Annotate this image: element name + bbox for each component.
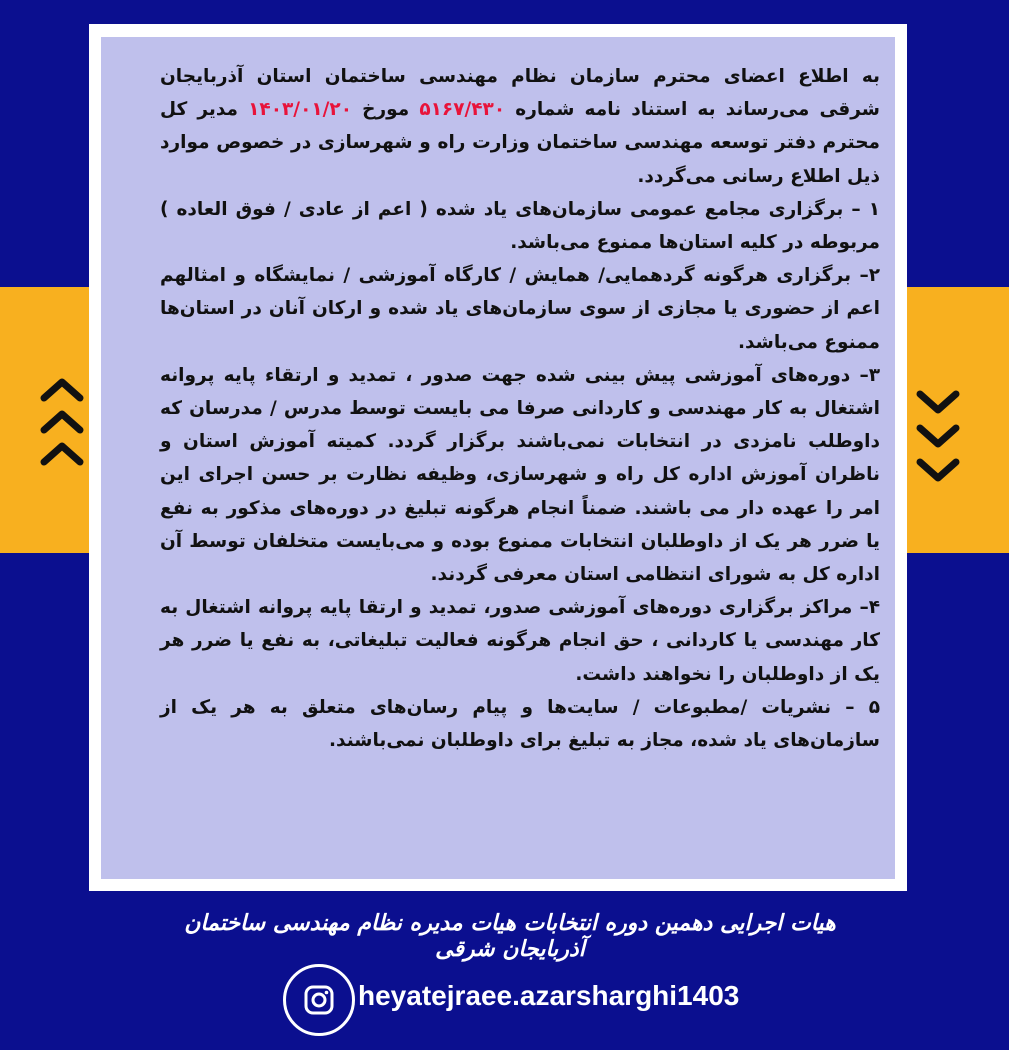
letter-number: ۵۱۶۷/۴۳۰ [419, 99, 506, 121]
instagram-icon[interactable] [283, 964, 355, 1036]
notice-intro [160, 60, 880, 193]
intro-text-end: مدیر کل محترم دفتر توسعه مهندسی ساختمان وزارت راه و شهرسازی در خصوص موارد ذیل اطلاع رسانی می‌گردد. [160, 99, 880, 187]
footer-title: هیات اجرایی دهمین دوره انتخابات هیات مدیره نظام مهندسی ساختمان آذربایجان شرقی [184, 910, 836, 962]
letter-date: ۱۴۰۳/۰۱/۲۰ [248, 99, 352, 121]
notice-item-3: ۳– دوره‌های آموزشی پیش بینی شده جهت صدور ، تمدید و ارتقاء پایه پروانه اشتغال به کار مهندسی و کاردانی صرفا می بایست توسط مدرس / مدرسان که داوطلب نامزدی در انتخابات نمی‌باشند برگزار گردد. کمیته آموزش استان و ناظران آموزش اداره کل راه و شهرسازی، وظیفه نظارت بر حسن اجرای این امر را عهده دار می باشند. ضمناً انجام هرگونه تبلیغ در دوره‌های مذکور به نفع یا ضرر هر یک از داوطلبان انتخابات ممنوع بوده و می‌بایست متخلفان توسط آن اداره کل به شورای انتظامی استان معرفی گردند. [160, 364, 880, 586]
notice-item-1: ۱ – برگزاری مجامع عمومی سازمان‌های یاد شده ( اعم از عادی / فوق العاده ) مربوطه در کلیه استان‌ها ممنوع می‌باشد. [160, 198, 880, 254]
chevrons-up-icon [40, 374, 84, 478]
notice-item-5: ۵ – نشریات /مطبوعات / سایت‌ها و پیام رسان‌های متعلق به هر یک از سازمان‌های یاد شده، مجاز به تبلیغ برای داوطلبان نمی‌باشند. [160, 696, 880, 752]
chevrons-down-icon [916, 384, 960, 488]
notice-item-4: ۴– مراکز برگزاری دوره‌های آموزشی صدور، تمدید و ارتقا پایه پروانه اشتغال به کار مهندسی یا کاردانی ، حق انجام هرگونه فعالیت تبلیغاتی، به نفع یا ضرر هر یک از داوطلبان را نخواهند داشت. [160, 597, 880, 685]
notice-text [160, 60, 880, 757]
instagram-handle[interactable]: heyatejraee.azarsharghi1403 [358, 980, 740, 1011]
intro-text: به اطلاع اعضای محترم سازمان نظام مهندسی ساختمان استان آذربایجان شرقی می‌رساند به استناد نامه شماره [160, 66, 880, 121]
intro-date-label: مورخ [362, 99, 410, 121]
notice-item-2: ۲– برگزاری هرگونه گردهمایی/ همایش / کارگاه آموزشی / نمایشگاه و امثالهم اعم از حضوری یا مجازی از سوی سازمان‌های یاد شده و ارکان آنان در استان‌ها ممنوع می‌باشد. [160, 265, 880, 353]
